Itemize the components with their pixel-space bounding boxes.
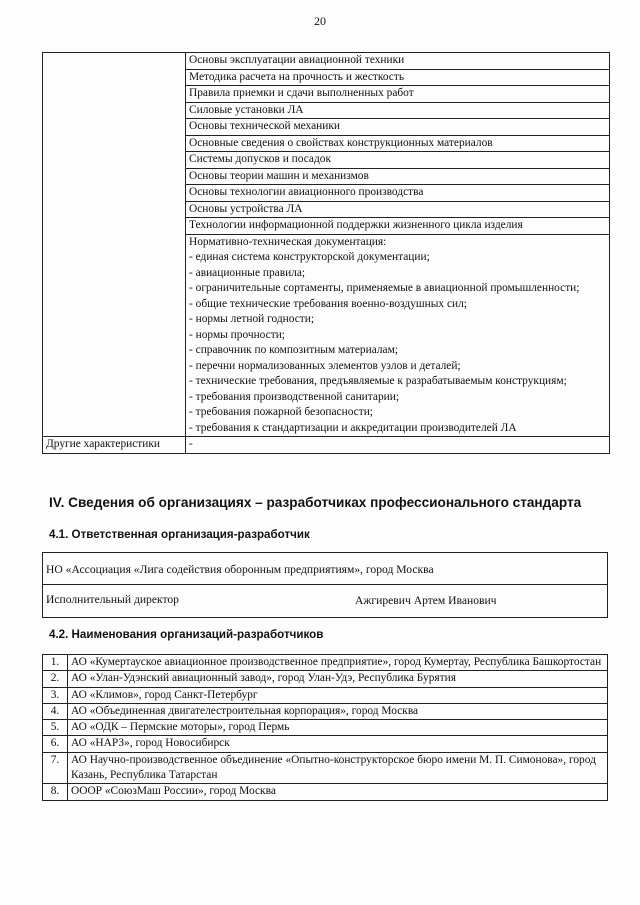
normative-item: - ограничительные сортаменты, применяемые в авиационной промышленности; <box>189 282 580 294</box>
normative-item: - нормы летной годности; <box>189 313 315 325</box>
developer-name: АО «Климов», город Санкт-Петербург <box>68 687 608 703</box>
divider <box>43 584 607 585</box>
organization-name: НО «Ассоциация «Лига содействия оборонным предприятиям», город Москва <box>46 563 434 576</box>
table-row <box>43 736 608 752</box>
knowledge-item: Правила приемки и сдачи выполненных работ <box>186 86 610 103</box>
knowledge-item: Основы технологии авиационного производства <box>186 185 610 202</box>
normative-item: - авиационные правила; <box>189 266 306 279</box>
table-row <box>43 671 608 687</box>
page-number: 20 <box>314 14 326 28</box>
other-characteristics-value: - <box>186 437 610 454</box>
normative-item: - технические требования, предъявляемые к разрабатываемым конструкциям; <box>189 375 567 387</box>
knowledge-item: Системы допусков и посадок <box>186 152 610 169</box>
table-row <box>43 784 608 800</box>
developer-name: ОООР «СоюзМаш России», город Москва <box>68 784 608 800</box>
table-row <box>43 687 608 703</box>
developer-name: АО «Улан-Удэнский авиационный завод», город Улан-Удэ, Республика Бурятия <box>68 671 608 687</box>
knowledge-item: Основы теории машин и механизмов <box>186 168 610 185</box>
responsible-org-heading: 4.1. Ответственная организация-разработчик <box>49 528 310 541</box>
normative-item: - нормы прочности; <box>189 328 285 341</box>
table-row <box>43 752 608 784</box>
table-row <box>43 655 608 671</box>
table-row <box>43 720 608 736</box>
developer-number: 3. <box>43 687 68 703</box>
knowledge-item: Технологии информационной поддержки жизненного цикла изделия <box>186 218 610 235</box>
normative-item: - общие технические требования военно-воздушных сил; <box>189 297 467 310</box>
director-position: Исполнительный директор <box>46 593 179 606</box>
table-row <box>43 437 610 454</box>
normative-docs-cell <box>186 234 610 437</box>
director-name: Ажгиревич Артем Иванович <box>355 594 497 607</box>
knowledge-item: Основы технической механики <box>186 119 610 136</box>
normative-item: - требования к стандартизации и аккредитации производителей ЛА <box>189 421 517 434</box>
knowledge-item: Методика расчета на прочность и жесткость <box>186 69 610 86</box>
normative-item: - перечни нормализованных элементов узлов и деталей; <box>189 359 461 372</box>
developer-name: АО «НАРЗ», город Новосибирск <box>68 736 608 752</box>
developers-table <box>42 654 608 801</box>
developer-name: АО Научно-производственное объединение «Опытно-конструкторское бюро имени М. П. Симонова», город Казань, Республика Татарстан <box>68 752 608 784</box>
knowledge-item: Основы устройства ЛА <box>186 201 610 218</box>
normative-item: - требования производственной санитарии; <box>189 390 400 403</box>
developers-heading: 4.2. Наименования организаций-разработчиков <box>49 628 324 641</box>
knowledge-item: Основные сведения о свойствах конструкционных материалов <box>186 135 610 152</box>
normative-item: - требования пожарной безопасности; <box>189 406 373 418</box>
developer-number: 6. <box>43 736 68 752</box>
label-cell <box>43 53 186 437</box>
developer-number: 2. <box>43 671 68 687</box>
developer-number: 5. <box>43 720 68 736</box>
developer-name: АО «ОДК – Пермские моторы», город Пермь <box>68 720 608 736</box>
developer-number: 4. <box>43 703 68 719</box>
developer-name: АО «Кумертауское авиационное производственное предприятие», город Кумертау, Республика Башкортостан <box>68 655 608 671</box>
normative-title: Нормативно-техническая документация: <box>189 235 387 248</box>
normative-item: - справочник по композитным материалам; <box>189 344 398 356</box>
responsible-org-box <box>42 552 608 618</box>
normative-item: - единая система конструкторской документации; <box>189 251 430 263</box>
table-row <box>43 703 608 719</box>
section-title: IV. Сведения об организациях – разработчиках профессионального стандарта <box>49 495 582 510</box>
table-row <box>43 53 610 70</box>
developer-number: 7. <box>43 752 68 784</box>
knowledge-item: Силовые установки ЛА <box>186 102 610 119</box>
knowledge-item: Основы эксплуатации авиационной техники <box>186 53 610 70</box>
other-characteristics-label: Другие характеристики <box>43 437 186 454</box>
characteristics-table <box>42 52 610 454</box>
developer-number: 8. <box>43 784 68 800</box>
developer-number: 1. <box>43 655 68 671</box>
developer-name: АО «Объединенная двигателестроительная корпорация», город Москва <box>68 703 608 719</box>
